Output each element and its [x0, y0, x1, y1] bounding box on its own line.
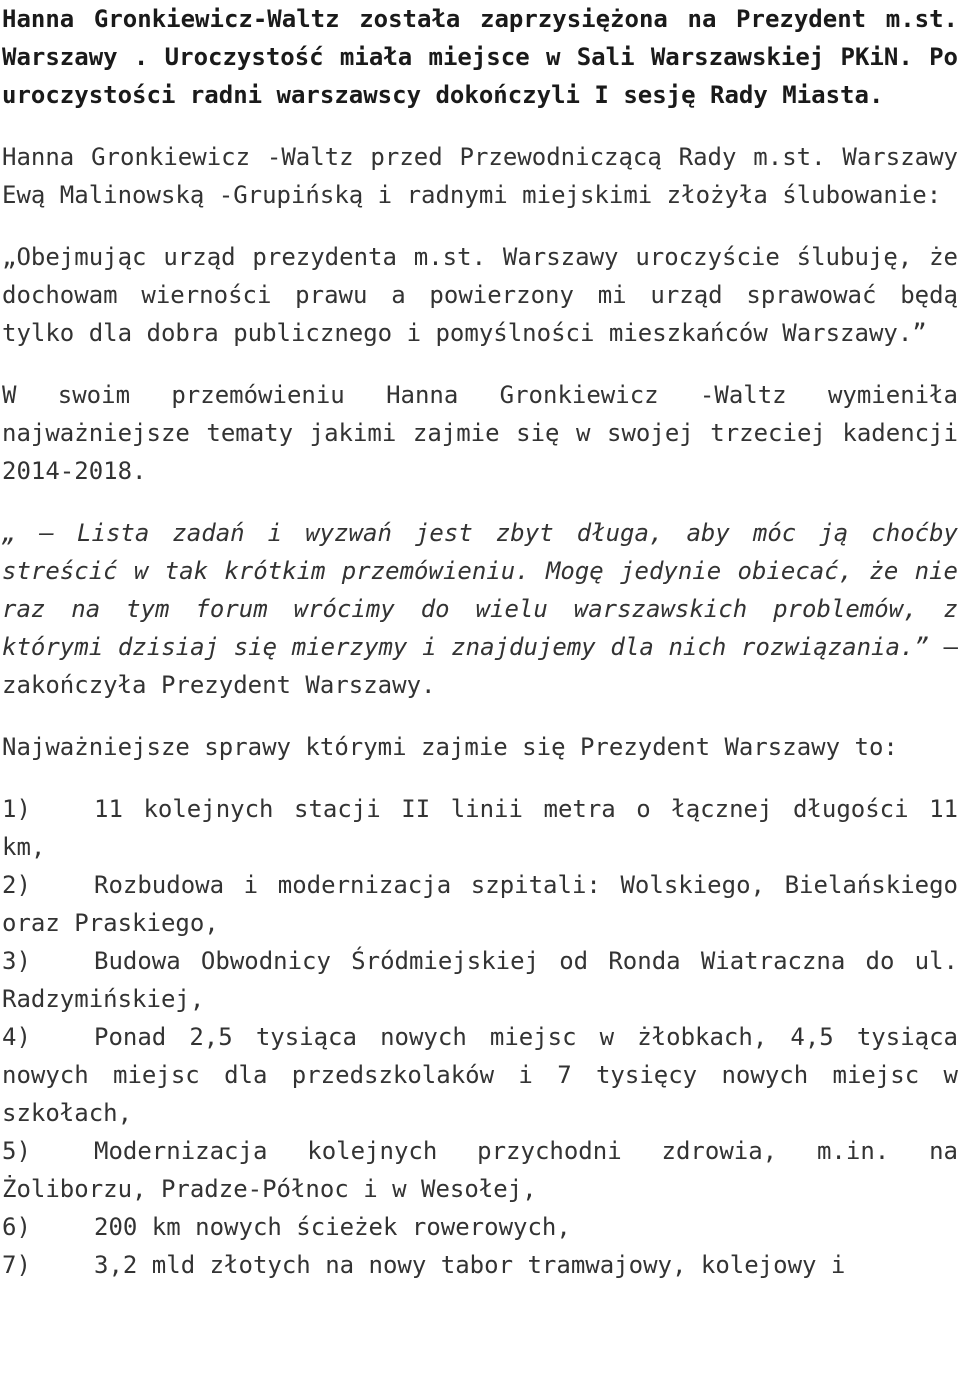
list-item: [2, 1208, 958, 1246]
list-item: [2, 942, 958, 1018]
list-item-number: 2): [2, 871, 31, 899]
priorities-list: [2, 790, 958, 1284]
list-item: [2, 790, 958, 866]
list-item-text: Budowa Obwodnicy Śródmiejskiej od Ronda Wiatraczna do ul. Radzymińskiej,: [2, 947, 958, 1013]
list-item-number: 1): [2, 795, 31, 823]
list-intro-paragraph: Najważniejsze sprawy którymi zajmie się Prezydent Warszawy to:: [2, 733, 898, 761]
list-item-text: Modernizacja kolejnych przychodni zdrowia, m.in. na Żoliborzu, Pradze-Północ i w Wesołej,: [2, 1137, 958, 1203]
list-item-number: 7): [2, 1251, 31, 1279]
list-item: [2, 1132, 958, 1208]
list-item-text: Rozbudowa i modernizacja szpitali: Wolskiego, Bielańskiego oraz Praskiego,: [2, 871, 958, 937]
list-item-number: 6): [2, 1213, 31, 1241]
speech-intro-paragraph: W swoim przemówieniu Hanna Gronkiewicz -Waltz wymieniła najważniejsze tematy jakimi zajmie się w swojej trzeciej kadencji 2014-2018.: [2, 381, 958, 485]
oath-paragraph: „Obejmując urząd prezydenta m.st. Warszawy uroczyście ślubuję, że dochowam wierności prawu a powierzony mi urząd sprawować będą tylko dla dobra publicznego i pomyślności mieszkańców Warszawy.”: [2, 243, 958, 347]
list-item-text: Ponad 2,5 tysiąca nowych miejsc w żłobkach, 4,5 tysiąca nowych miejsc dla przedszkolaków i 7 tysięcy nowych miejsc w szkołach,: [2, 1023, 958, 1127]
speech-quote-paragraph: [2, 514, 958, 704]
list-item: [2, 1246, 958, 1284]
speech-quote: „ – Lista zadań i wyzwań jest zbyt długa, aby móc ją choćby streścić w tak krótkim przemówieniu. Mogę jedynie obiecać, że nie raz na tym forum wrócimy do wielu warszawskich problemów, z którymi dzisiaj się mierzymy i znajdujemy dla nich rozwiązania.”: [2, 519, 958, 661]
list-item-number: 3): [2, 947, 31, 975]
list-item-number: 4): [2, 1023, 31, 1051]
list-item-text: 3,2 mld złotych na nowy tabor tramwajowy, kolejowy i: [94, 1251, 846, 1279]
list-item-text: 200 km nowych ścieżek rowerowych,: [94, 1213, 571, 1241]
intro-paragraph: Hanna Gronkiewicz -Waltz przed Przewodniczącą Rady m.st. Warszawy Ewą Malinowską -Grupińską i radnymi miejskimi złożyła ślubowanie:: [2, 143, 958, 209]
list-item: [2, 1018, 958, 1132]
list-item: [2, 866, 958, 942]
list-item-number: 5): [2, 1137, 31, 1165]
speech-attribution: – zakończyła Prezydent Warszawy.: [2, 633, 959, 699]
list-item-text: 11 kolejnych stacji II linii metra o łącznej długości 11 km,: [2, 795, 958, 861]
article-lead: Hanna Gronkiewicz-Waltz została zaprzysiężona na Prezydent m.st. Warszawy . Uroczystość miała miejsce w Sali Warszawskiej PKiN. Po uroczystości radni warszawscy dokończyli I sesję Rady Miasta.: [2, 5, 958, 109]
